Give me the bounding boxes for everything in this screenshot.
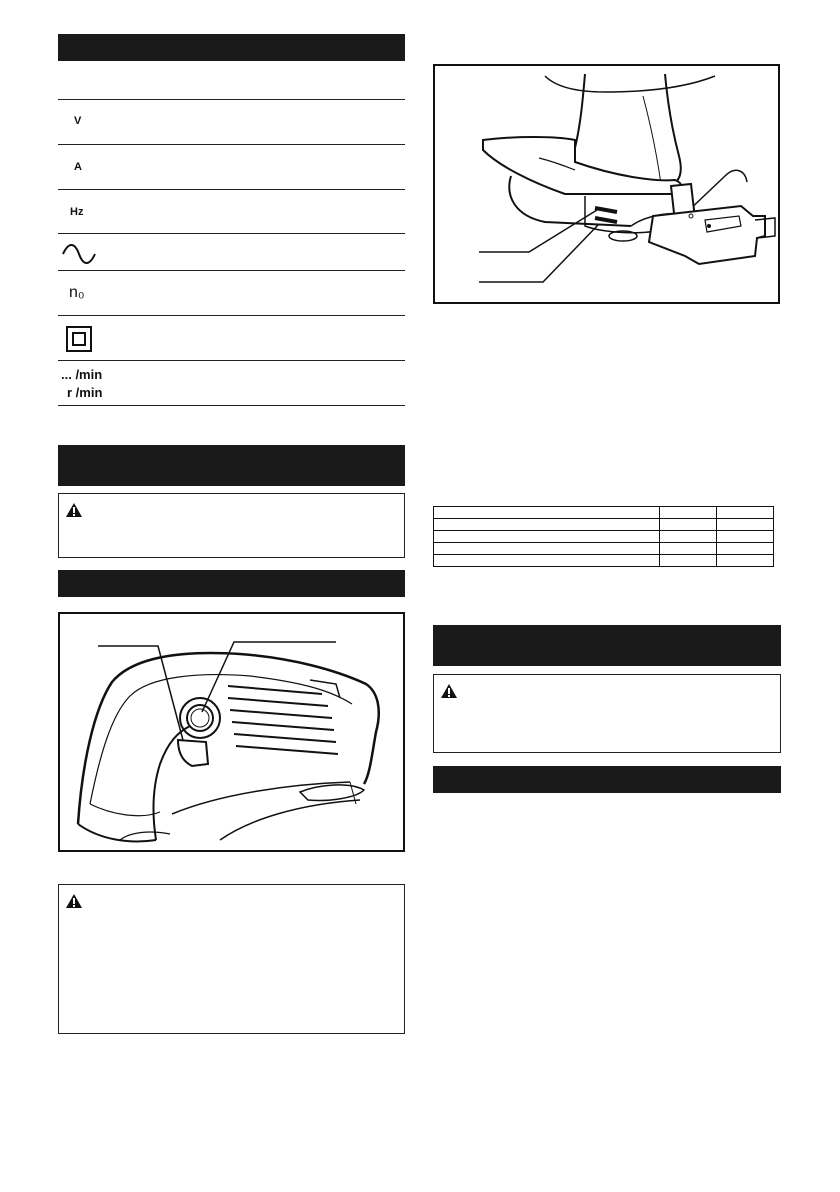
table-row: [434, 555, 774, 567]
table-row: [434, 507, 774, 519]
table-cell: [660, 531, 716, 543]
section-heading-bar: [433, 766, 781, 793]
shoe-adjustment-illustration: [433, 64, 780, 304]
warning-box: [433, 674, 781, 753]
symbols-table-rule: [58, 144, 405, 145]
table-cell: [716, 531, 773, 543]
table-cell: [660, 519, 716, 531]
table-cell: [660, 543, 716, 555]
symbols-heading-bar: [58, 34, 405, 61]
warning-triangle-icon: [440, 683, 458, 699]
per-minute-symbol: ... /min: [61, 367, 103, 382]
spec-table: [433, 506, 774, 567]
symbols-table-rule: [58, 270, 405, 271]
symbols-table-rule: [58, 360, 405, 361]
table-cell: [716, 519, 773, 531]
warning-box: [58, 493, 405, 558]
revolutions-per-minute-symbol: r /min: [67, 385, 103, 400]
section-heading-bar: [433, 625, 781, 666]
table-cell: [434, 519, 660, 531]
table-cell: [434, 507, 660, 519]
table-cell: [660, 555, 716, 567]
no-load-speed-symbol: n₀: [69, 284, 85, 301]
ac-wave-icon: [61, 243, 97, 265]
symbols-table-rule: [58, 99, 405, 100]
table-cell: [716, 543, 773, 555]
symbols-table-rule: [58, 189, 405, 190]
table-cell: [434, 531, 660, 543]
table-cell: [434, 555, 660, 567]
table-cell: [434, 543, 660, 555]
table-row: [434, 519, 774, 531]
section-heading-bar: [58, 570, 405, 597]
warning-box: [58, 884, 405, 1034]
symbols-table-rule: [58, 315, 405, 316]
symbols-table-rule: [58, 233, 405, 234]
table-cell: [660, 507, 716, 519]
switch-illustration: [58, 612, 405, 852]
amperes-symbol: A: [74, 161, 82, 173]
hertz-symbol: Hz: [70, 206, 84, 218]
warning-triangle-icon: [65, 502, 83, 518]
table-row: [434, 543, 774, 555]
class-ii-icon: [66, 326, 92, 352]
symbols-table-rule: [58, 405, 405, 406]
table-cell: [716, 507, 773, 519]
warning-triangle-icon: [65, 893, 83, 909]
table-cell: [716, 555, 773, 567]
volts-symbol: V: [74, 115, 82, 127]
table-row: [434, 531, 774, 543]
section-heading-bar: [58, 445, 405, 486]
